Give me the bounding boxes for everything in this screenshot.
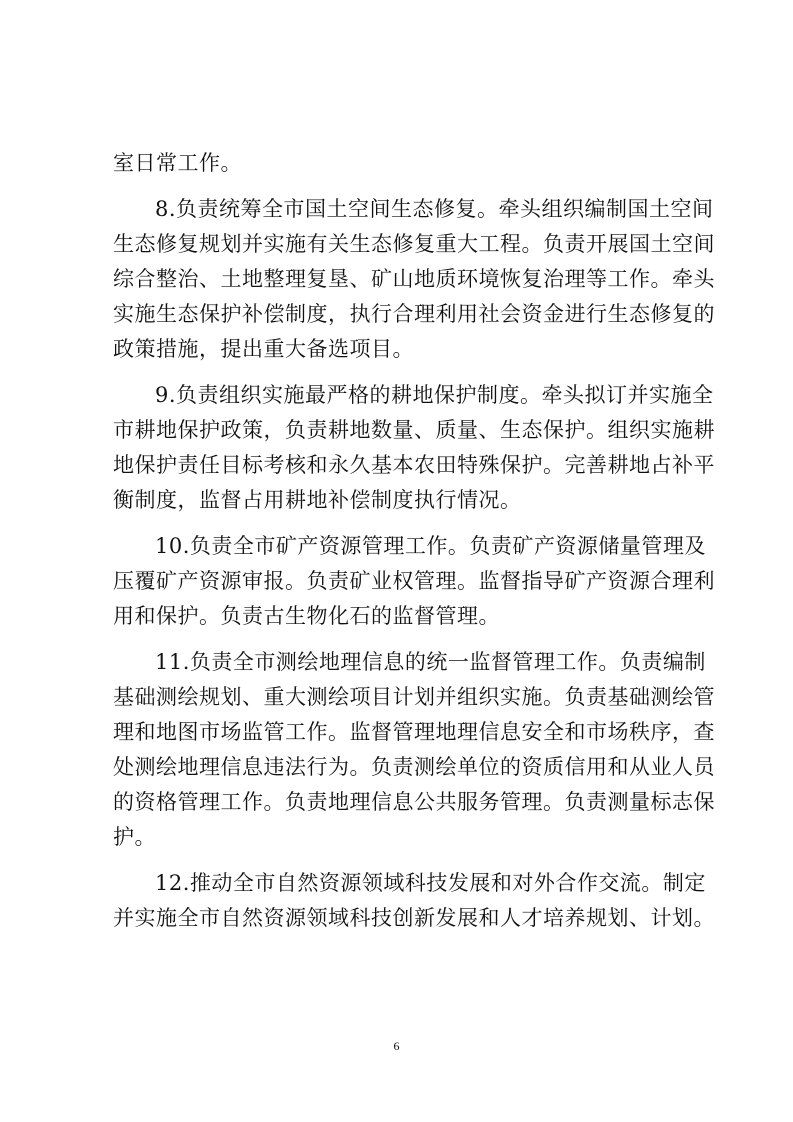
paragraph-line: 用和保护。负责古生物化石的监督管理。	[113, 604, 500, 628]
paragraph-item-8	[113, 192, 715, 367]
paragraph-line: 理和地图市场监管工作。监督管理地理信息安全和市场秩序，查	[113, 720, 715, 744]
paragraph-line: 11.负责全市测绘地理信息的统一监督管理工作。负责编制	[155, 650, 706, 674]
page-number: 6	[393, 1039, 400, 1053]
paragraph-gap	[113, 855, 683, 866]
paragraph-continuation	[113, 146, 683, 181]
paragraph-line: 基础测绘规划、重大测绘项目计划并组织实施。负责基础测绘管	[113, 685, 715, 709]
paragraph-gap	[113, 181, 683, 192]
paragraph-item-10	[113, 529, 715, 634]
paragraph-gap	[113, 518, 683, 529]
paragraph-line: 处测绘地理信息违法行为。负责测绘单位的资质信用和从业人员	[113, 755, 715, 779]
paragraph-item-12	[113, 866, 715, 936]
paragraph-line: 市耕地保护政策，负责耕地数量、质量、生态保护。组织实施耕	[113, 418, 715, 442]
document-body	[113, 146, 715, 936]
paragraph-line: 实施生态保护补偿制度，执行合理利用社会资金进行生态修复的	[113, 302, 715, 326]
paragraph-line: 9.负责组织实施最严格的耕地保护制度。牵头拟订并实施全	[155, 383, 714, 407]
paragraph-line: 综合整治、土地整理复垦、矿山地质环境恢复治理等工作。牵头	[113, 267, 715, 291]
paragraph-item-11	[113, 645, 715, 855]
paragraph-line: 生态修复规划并实施有关生态修复重大工程。负责开展国土空间	[113, 232, 715, 256]
paragraph-line: 室日常工作。	[113, 151, 242, 175]
paragraph-line: 地保护责任目标考核和永久基本农田特殊保护。完善耕地占补平	[113, 453, 715, 477]
paragraph-line: 衡制度，监督占用耕地补偿制度执行情况。	[113, 488, 522, 512]
paragraph-line: 8.负责统筹全市国土空间生态修复。牵头组织编制国土空间	[155, 197, 714, 221]
paragraph-line: 12.推动全市自然资源领域科技发展和对外合作交流。制定	[155, 871, 706, 895]
paragraph-line: 压覆矿产资源审报。负责矿业权管理。监督指导矿产资源合理利	[113, 569, 715, 593]
paragraph-line: 政策措施，提出重大备选项目。	[113, 337, 414, 361]
paragraph-gap	[113, 634, 683, 645]
paragraph-item-9	[113, 378, 715, 518]
paragraph-line: 10.负责全市矿产资源管理工作。负责矿产资源储量管理及	[155, 534, 706, 558]
paragraph-line: 的资格管理工作。负责地理信息公共服务管理。负责测量标志保	[113, 790, 715, 814]
paragraph-line: 并实施全市自然资源领域科技创新发展和人才培养规划、计划。	[113, 906, 715, 930]
paragraph-line: 护。	[113, 825, 156, 849]
paragraph-gap	[113, 367, 683, 378]
